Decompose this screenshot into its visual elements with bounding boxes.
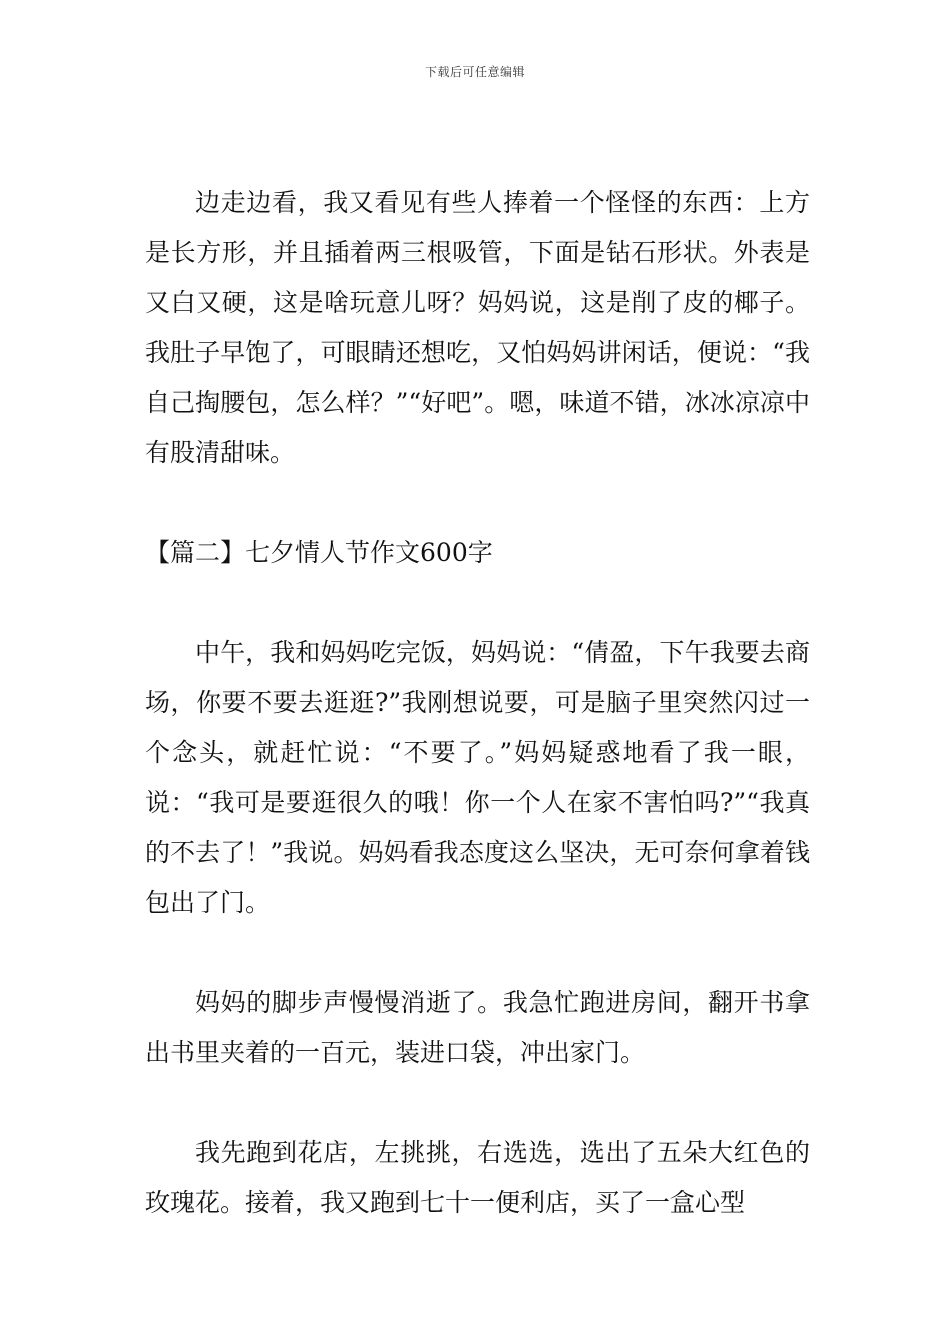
- section-heading: 【篇二】七夕情人节作文600字: [145, 538, 493, 567]
- paragraph-noon: 中午，我和妈妈吃完饭，妈妈说：“倩盈，下午我要去商场，你要不要去逛逛?”我刚想说要，可是脑子里突然闪过一个念头，就赶忙说：“不要了。”妈妈疑惑地看了我一眼，说：“我可是要逛很久的哦！你一个人在家不害怕吗?”“我真的不去了！”我说。妈妈看我态度这么坚决，无可奈何拿着钱包出了门。: [145, 638, 810, 917]
- paragraph-flower-shop: 我先跑到花店，左挑挑，右选选，选出了五朵大红色的玫瑰花。接着，我又跑到七十一便利店，买了一盒心型: [145, 1138, 810, 1217]
- paragraph-coconut: 边走边看，我又看见有些人捧着一个怪怪的东西：上方是长方形，并且插着两三根吸管，下面是钻石形状。外表是又白又硬，这是啥玩意儿呀？妈妈说，这是削了皮的椰子。我肚子早饱了，可眼睛还想吃，又怕妈妈讲闲话，便说：“我自己掏腰包，怎么样？”“好吧”。嗯，味道不错，冰冰凉凉中有股清甜味。: [145, 188, 810, 467]
- paragraph-spacer: [145, 578, 810, 628]
- paragraph-spacer: [145, 478, 810, 528]
- paragraph-spacer: [145, 928, 810, 978]
- paragraph-spacer: [145, 1078, 810, 1128]
- paragraph-footsteps: 妈妈的脚步声慢慢消逝了。我急忙跑进房间，翻开书拿出书里夹着的一百元，装进口袋，冲出家门。: [145, 988, 810, 1067]
- page-header: 下载后可任意编辑: [424, 65, 525, 79]
- document-body: [145, 178, 810, 1228]
